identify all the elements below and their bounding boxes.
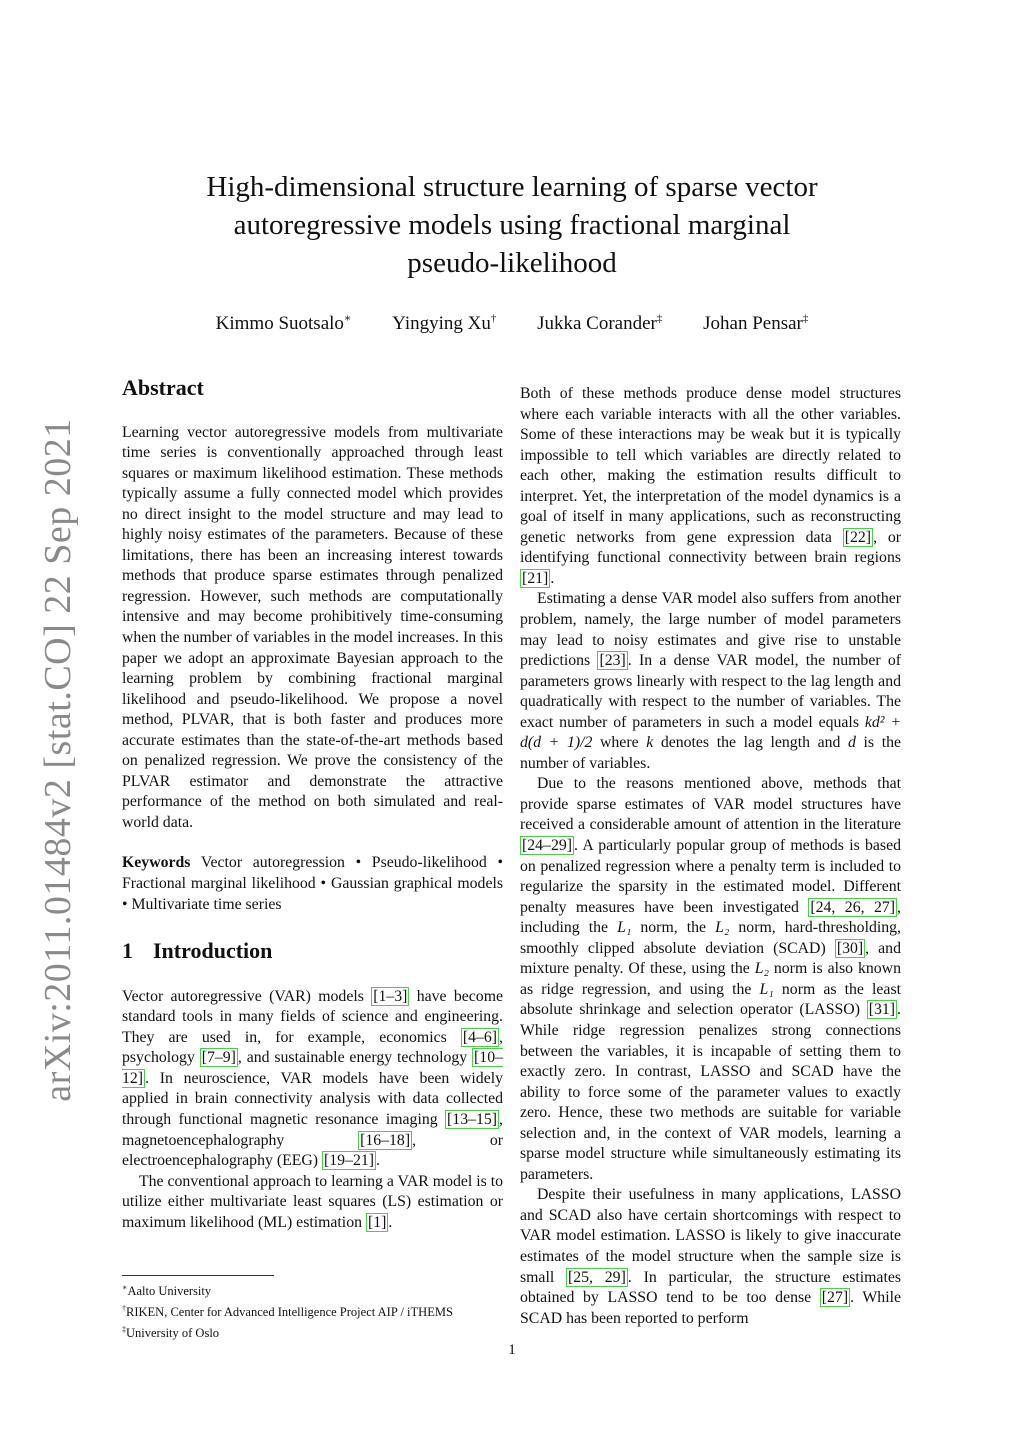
right-column [520,384,901,1329]
author-list [0,312,1024,335]
abstract-text: Learning vector autoregressive models from multivariate time series is conventionally approached through least squares or maximum likelihood estimation. These methods typically assume a fully connected model which provides no direct insight to the model structure and may lead to highly noisy estimates of the parameters. Because of these limitations, there has been an increasing interest towards methods that produce sparse estimates through penalized regression. However, such methods are computationally intensive and may become prohibitively time-consuming when the number of variables in the model increases. In this paper we adopt an approximate Bayesian approach to the learning problem by combining fractional marginal likelihood and pseudo-likelihood. We propose a novel method, PLVAR, that is both faster and produces more accurate estimates than the state-of-the-art methods based on penalized regression. We prove the consistency of the PLVAR estimator and demonstrate the attractive performance of the method on both simulated and real-world data. [122,423,503,831]
citation-link[interactable]: [1–3] [373,987,408,1005]
intro-paragraph-2: The conventional approach to learning a VAR model is to utilize either multivariate least squares (LS) estimation or maximum likelihood (ML) estimation [1] . [122,1172,503,1231]
section-number: 1 [122,938,133,964]
citation-link[interactable]: [16–18] [360,1131,411,1149]
formula: kd² + d(d + 1)/2 [520,713,901,752]
section-title: Introduction [153,938,273,964]
footnote: ‡University of Oslo [122,1325,220,1341]
abstract-heading: Abstract [122,375,204,400]
section-heading [122,938,503,964]
author: Jukka Corander‡ [537,313,663,335]
citation-link[interactable]: [24–29] [522,837,573,855]
author: Kimmo Suotsalo∗ [215,313,352,335]
body-paragraph: Both of these methods produce dense model structures where each variable interacts with all the other variables. Some of these interactions may be weak but it is typically impossible to tell which variables are directly related to each other, making the estimation results difficult to interpret. Yet, the interpretation of the model dynamics is a goal of itself in many applications, such as reconstructing genetic networks from gene expression data [22] , or identifying functional connectivity between brain regions [21] . [520,385,901,587]
citation-link[interactable]: [30] [836,939,864,957]
footnote: †RIKEN, Center for Advanced Intelligence Project AIP / iTHEMS [122,1304,453,1320]
citation-link[interactable]: [24, 26, 27] [810,898,896,916]
title-line: autoregressive models using fractional marginal [233,209,791,241]
citation-link[interactable]: [19–21] [324,1152,375,1170]
page-number: 1 [508,1342,516,1358]
citation-link[interactable]: [7–9] [201,1049,236,1067]
citation-link[interactable]: [10–12] [122,1049,503,1087]
author: Johan Pensar‡ [703,313,809,335]
footnotes [122,1275,512,1342]
keywords-label: Keywords [122,854,191,872]
citation-link[interactable]: [13–15] [447,1110,498,1128]
left-column [122,374,503,1233]
citation-link[interactable]: [21] [522,569,549,587]
body-paragraph: Despite their usefulness in many applications, LASSO and SCAD also have certain shortcomings with respect to VAR model estimation. LASSO is likely to give inaccurate estimates of the model structure when the sample size is small [25, 29] . In particular, the structure estimates obtained by LASSO tend to be too dense [27] . While SCAD has been reported to perform [520,1186,901,1327]
citation-link[interactable]: [4–6] [462,1028,498,1046]
citation-link[interactable]: [1] [367,1213,387,1231]
author: Yingying Xu† [392,313,497,335]
body-paragraph: Due to the reasons mentioned above, methods that provide sparse estimates of VAR model structures have received a considerable amount of attention in the literature [24–29] . A particularly popular group of methods is based on penalized regression where a penalty term is included to regularize the sparsity in the estimated model. Different penalty measures have been investigated [24, 26, 27] , including the L₁ norm, the L₂ norm, hard-thresholding, smoothly clipped absolute deviation (SCAD) [30] , and mixture penalty. Of these, using the L₂ norm is also known as ridge regression, and using the L₁ norm as the least absolute shrinkage and selection operator (LASSO) [31] . While ridge regression penalizes strong connections between the variables, it is incapable of setting them to exactly zero. In contrast, LASSO and SCAD have the ability to force some of the parameter values to exactly zero. Hence, these two methods are suitable for variable selection and, in the context of VAR models, learning a sparse model structure while simultaneously estimating its parameters. [520,775,901,1183]
keywords [122,853,503,915]
arxiv-identifier: arXiv:2011.01484v2 [stat.CO] 22 Sep 2021 [37,418,79,1102]
citation-link[interactable]: [27] [821,1289,849,1307]
citation-link[interactable]: [23] [599,652,626,670]
title-line: pseudo-likelihood [407,247,617,279]
citation-link[interactable]: [25, 29] [568,1268,626,1286]
footnote: ∗Aalto University [122,1283,212,1299]
keywords-text: Vector autoregression • Pseudo-likelihood • Fractional marginal likelihood • Gaussian graphical models • Multivariate time series [122,854,503,913]
citation-link[interactable]: [22] [844,528,872,546]
title-line: High-dimensional structure learning of sparse vector [206,171,818,203]
paper-title [0,168,1024,282]
body-paragraph: Estimating a dense VAR model also suffers from another problem, namely, the large number of model parameters may lead to noisy estimates and give rise to unstable predictions [23] . In a dense VAR model, the number of parameters grows linearly with respect to the lag length and quadratically with respect to the number of variables. The exact number of parameters in such a model equals kd² + d(d + 1)/2 where k denotes the lag length and d is the number of variables. [520,590,901,772]
footnote-rule [122,1275,274,1276]
intro-paragraph-1: Vector autoregressive (VAR) models [1–3] have become standard tools in many fields of science and engineering. They are used in, for example, economics [4–6] , psychology [7–9] , and sustainable energy technology [10–12] . In neuroscience, VAR models have been widely applied in brain connectivity analysis with data collected through functional magnetic resonance imaging [13–15] , magnetoencephalography [16–18] , or electroencephalography (EEG) [19–21] . [122,987,503,1170]
citation-link[interactable]: [31] [868,1001,896,1019]
